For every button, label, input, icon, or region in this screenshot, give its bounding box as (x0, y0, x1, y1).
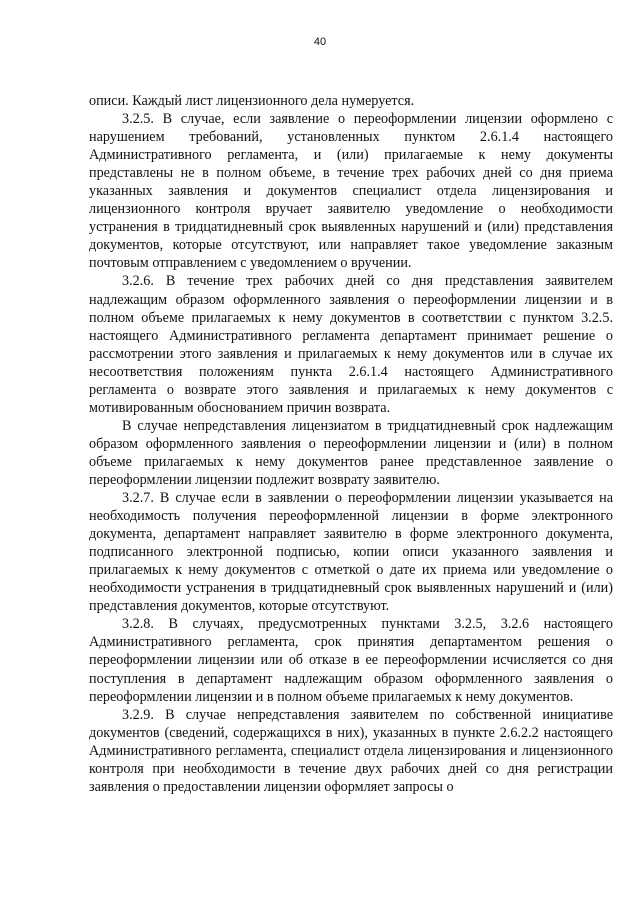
paragraph-continuation: описи. Каждый лист лицензионного дела нумеруется. (89, 93, 415, 109)
document-body (89, 92, 613, 796)
paragraph-3-2-9: 3.2.9. В случае непредставления заявителем по собственной инициативе документов (сведений, содержащихся в них), указанных в пункте 2.6.2.2 настоящего Административного регламента, специалист отдела лицензирования и лицензионного контроля при необходимости в течение двух рабочих дней со дня регистрации заявления о предоставлении лицензии оформляет запросы о (89, 706, 613, 795)
paragraph-3-2-6: 3.2.6. В течение трех рабочих дней со дня представления заявителем надлежащим образом оформленного заявления о переоформлении лицензии и в полном объеме прилагаемых к нему документов в соответствии с пунктом 3.2.5. настоящего Административного регламента департамент принимает решение о рассмотрении этого заявления и прилагаемых к нему документов или в случае их несоответствия положениям пункта 2.6.1.4 настоящего Административного регламента о возврате этого заявления и прилагаемых к нему документов с мотивированным обоснованием причин возврата. (89, 273, 613, 416)
paragraph-3-2-7: 3.2.7. В случае если в заявлении о переоформлении лицензии указывается на необходимость получения переоформленной лицензии в форме электронного документа, департамент направляет заявителю в форме электронного документа, подписанного электронной подписью, копии описи указанного заявления и прилагаемых к нему документов с отметкой о дате их приема или уведомление о необходимости устранения в тридцатидневный срок выявленных нарушений и (или) представления документов, которые отсутствуют. (89, 490, 613, 615)
paragraph-3-2-8: 3.2.8. В случаях, предусмотренных пунктами 3.2.5, 3.2.6 настоящего Административного регламента, срок принятия департаментом решения о переоформлении лицензии или об отказе в ее переоформлении исчисляется со дня поступления в департамент надлежащим образом оформленного заявления о переоформлении лицензии и в полном объеме прилагаемых к нему документов. (89, 616, 613, 705)
paragraph-3-2-5: 3.2.5. В случае, если заявление о переоформлении лицензии оформлено с нарушением требований, установленных пунктом 2.6.1.4 настоящего Административного регламента, и (или) прилагаемые к нему документы представлены не в полном объеме, в течение трех рабочих дней со дня приема указанных заявления и документов специалист отдела лицензирования и лицензионного контроля вручает заявителю уведомление о необходимости устранения в тридцатидневный срок выявленных нарушений и (или) представления документов, которые отсутствуют, или направляет такое уведомление заказным почтовым отправлением с уведомлением о вручении. (89, 111, 613, 272)
paragraph-non-submission: В случае непредставления лицензиатом в тридцатидневный срок надлежащим образом оформленного заявления о переоформлении лицензии и (или) в полном объеме прилагаемых к нему документов ранее представленное заявление о переоформлении лицензии подлежит возврату заявителю. (89, 417, 613, 488)
page-number: 40 (313, 36, 327, 48)
